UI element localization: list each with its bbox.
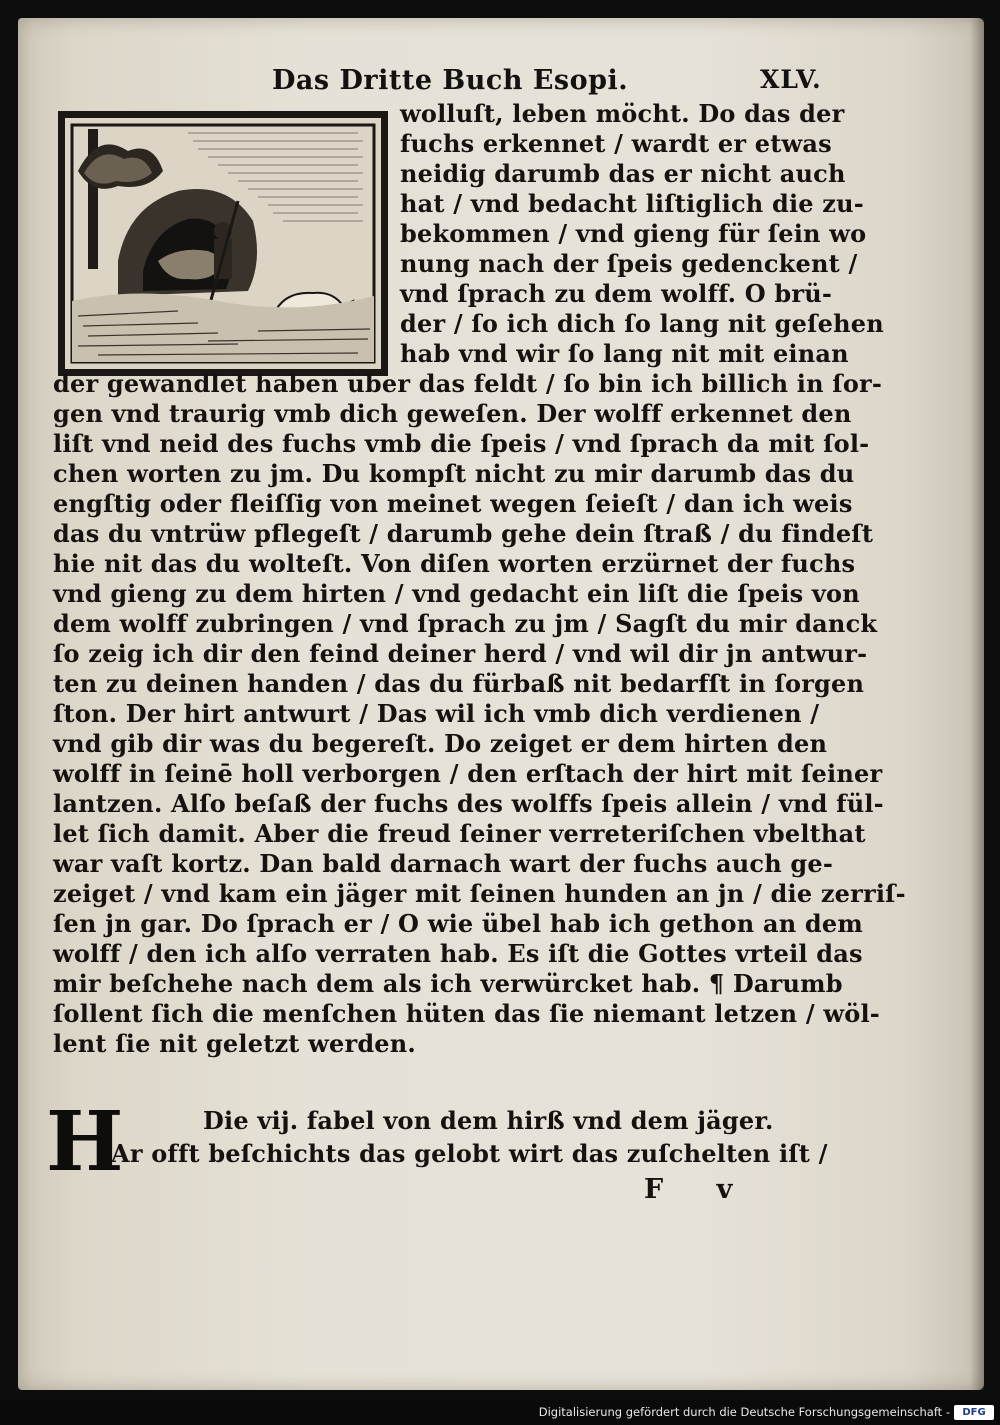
text-line: ſton. Der hirt antwurt / Das wil ich vmb dich verdienen / bbox=[53, 699, 820, 728]
text-line: ten zu deinen handen / das du fürbaß nit bedarfſt in ſorgen bbox=[53, 669, 865, 698]
text-line: der / ſo ich dich ſo lang nit geſehen bbox=[400, 309, 884, 338]
text-line: nung nach der ſpeis gedenckent / bbox=[400, 249, 858, 278]
text-line: vnd gib dir was du begereſt. Do zeiget er dem hirten den bbox=[53, 729, 828, 758]
text-line: der gewandlet haben über das feldt / ſo bin ich billich in ſor- bbox=[53, 369, 883, 398]
footer-bar bbox=[0, 1400, 1000, 1425]
text-line: liſt vnd neid des fuchs vmb die ſpeis / vnd ſprach da mit ſol- bbox=[53, 429, 870, 458]
dfg-logo: DFG bbox=[954, 1405, 994, 1420]
text-line: hab vnd wir ſo lang nit mit einan bbox=[400, 339, 849, 368]
running-head: Das Dritte Buch Esopi. bbox=[272, 65, 629, 96]
text-line: chen worten zu jm. Du kompſt nicht zu mir darumb das du bbox=[53, 459, 855, 488]
text-line: let ſich damit. Aber die freud ſeiner verreteriſchen vbelthat bbox=[53, 819, 866, 848]
text-line: ſollent ſich die menſchen hüten das ſie niemant letzen / wöl- bbox=[53, 999, 880, 1028]
signature-mark: F v bbox=[644, 1174, 755, 1205]
folio-number: XLV. bbox=[760, 65, 822, 94]
text-line: engſtig oder fleiſſig von meinet wegen ſeieſt / dan ich weis bbox=[53, 489, 853, 518]
text-line: Ar offt beſchichts das gelobt wirt das zuſchelten iſt / bbox=[111, 1139, 828, 1168]
text-line: lantzen. Alſo beſaß der fuchs des wolffs ſpeis allein / vnd fül- bbox=[53, 789, 884, 818]
text-line: hie nit das du wolteſt. Von diſen worten erzürnet der fuchs bbox=[53, 549, 856, 578]
text-line: wolluſt, leben möcht. Do das der bbox=[400, 99, 845, 128]
text-line: zeiget / vnd kam ein jäger mit ſeinen hunden an jn / die zerriſ- bbox=[53, 879, 906, 908]
text-line: fuchs erkennet / wardt er etwas bbox=[400, 129, 832, 158]
text-line: mir beſchehe nach dem als ich verwürcket hab. ¶ Darumb bbox=[53, 969, 843, 998]
text-line: bekommen / vnd gieng für ſein wo bbox=[400, 219, 867, 248]
text-line: vnd ſprach zu dem wolff. O brü- bbox=[400, 279, 833, 308]
text-line: dem wolff zubringen / vnd ſprach zu jm / Sagſt du mir danck bbox=[53, 609, 878, 638]
text-line: das du vntrüw pflegeſt / darumb gehe dein ſtraß / du findeſt bbox=[53, 519, 874, 548]
text-line: lent ſie nit geletzt werden. bbox=[53, 1029, 416, 1058]
text-line: ſen jn gar. Do ſprach er / O wie übel hab ich gethon an dem bbox=[53, 909, 863, 938]
fable-title: Die vij. fabel von dem hirß vnd dem jäger. bbox=[203, 1106, 774, 1135]
footer-credit: Digitalisierung gefördert durch die Deutsche Forschungsgemeinschaft - bbox=[538, 1405, 950, 1419]
text-line: neidig darumb das er nicht auch bbox=[400, 159, 846, 188]
text-line: vnd gieng zu dem hirten / vnd gedacht ein liſt die ſpeis von bbox=[53, 579, 860, 608]
woodcut-illustration bbox=[58, 111, 388, 376]
text-line: ſo zeig ich dir den feind deiner herd / vnd wil dir jn antwur- bbox=[53, 639, 868, 668]
text-line: wolff / den ich alſo verraten hab. Es iſt die Gottes vrteil das bbox=[53, 939, 863, 968]
text-line: wolff in ſeinē holl verborgen / den erſtach der hirt mit ſeiner bbox=[53, 759, 883, 788]
text-line: war vaſt kortz. Dan bald darnach wart der fuchs auch ge- bbox=[53, 849, 834, 878]
text-line: gen vnd traurig vmb dich geweſen. Der wolff erkennet den bbox=[53, 399, 852, 428]
decorated-initial: H bbox=[46, 1094, 124, 1190]
text-line: hat / vnd bedacht liſtiglich die zu- bbox=[400, 189, 864, 218]
book-page bbox=[18, 18, 984, 1390]
